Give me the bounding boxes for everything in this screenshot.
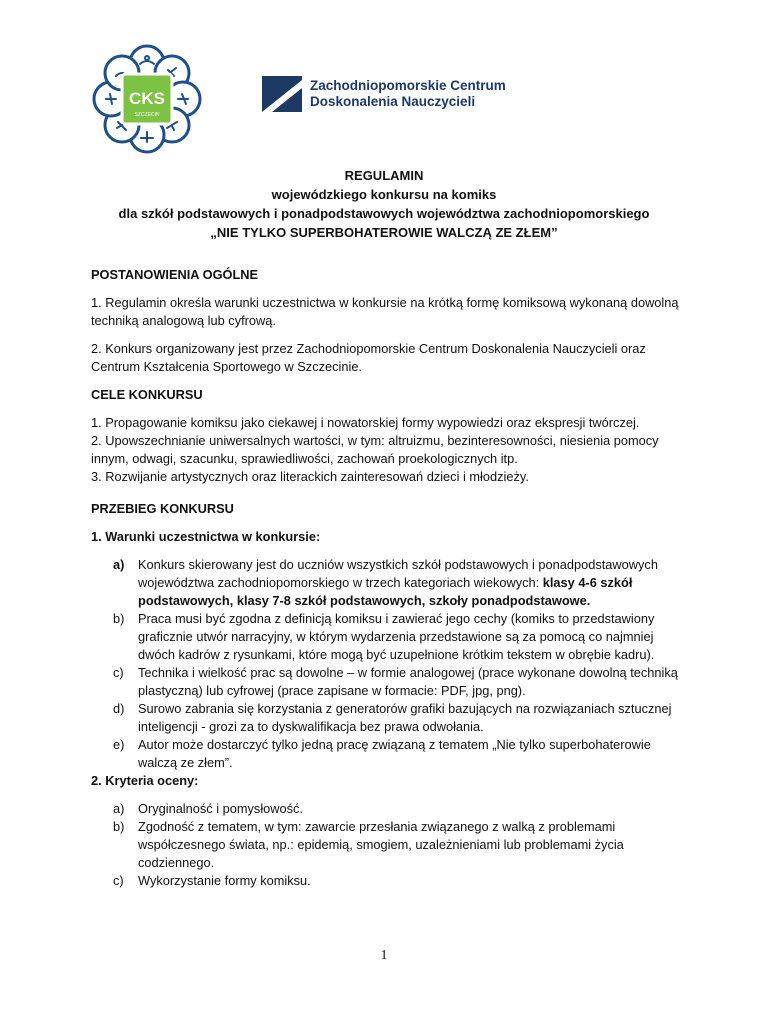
list-item	[91, 556, 681, 610]
list-item-text: Wykorzystanie formy komiksu.	[138, 873, 311, 888]
subsection-heading-criteria: 2. Kryteria oceny:	[91, 773, 199, 788]
zcdn-name	[310, 78, 506, 110]
list-item	[91, 818, 681, 872]
list-item	[91, 610, 681, 664]
list-item	[91, 700, 681, 736]
list-item	[91, 872, 681, 890]
zcdn-logo	[262, 76, 506, 112]
list-marker: e)	[113, 737, 125, 752]
list-marker: b)	[113, 611, 125, 626]
zcdn-name-line1: Zachodniopomorskie Centrum	[310, 78, 506, 93]
list-item-text: Konkurs skierowany jest do uczniów wszystkich szkół podstawowych i ponadpodstawowych województwa zachodniopomorskiego w trzech kategoriach wiekowych:	[138, 557, 658, 590]
general-paragraph-2: 2. Konkurs organizowany jest przez Zachodniopomorskie Centrum Doskonalenia Nauczycieli oraz Centrum Kształcenia Sportowego w Szczecinie.	[91, 341, 646, 374]
list-marker: c)	[113, 665, 124, 680]
list-marker: c)	[113, 873, 124, 888]
page-number: 1	[380, 948, 388, 963]
cks-logo	[92, 44, 202, 154]
general-paragraph-1: 1. Regulamin określa warunki uczestnictwa w konkursie na krótką formę komiksową wykonaną dowolną techniką analogową lub cyfrową.	[91, 295, 679, 328]
subsection-heading-participation: 1. Warunki uczestnictwa w konkursie:	[91, 529, 321, 544]
zcdn-name-line2: Doskonalenia Nauczycieli	[310, 94, 476, 109]
list-item-text: Oryginalność i pomysłowość.	[138, 801, 303, 816]
list-item-text: Autor może dostarczyć tylko jedną pracę związaną z tematem „Nie tylko superbohaterowie walczą ze złem”.	[138, 737, 651, 770]
list-item	[91, 736, 681, 772]
svg-text:CKS: CKS	[129, 89, 165, 108]
participation-list	[91, 556, 681, 772]
goal-item-1: 1. Propagowanie komiksu jako ciekawej i nowatorskiej formy wypowiedzi oraz ekspresji twórczej.	[91, 415, 640, 430]
title-line1: REGULAMIN	[344, 168, 424, 183]
list-marker: d)	[113, 701, 125, 716]
list-item-text: Surowo zabrania się korzystania z generatorów grafiki bazujących na rozwiązaniach sztucznej inteligencji - grozi za to dyskwalifikacja bez prawa odwołania.	[138, 701, 672, 734]
title-line3: dla szkół podstawowych i ponadpodstawowych województwa zachodniopomorskiego	[118, 206, 650, 221]
section-heading-general: POSTANOWIENIA OGÓLNE	[91, 267, 259, 282]
list-item	[91, 664, 681, 700]
age-categories: klasy 4-6 szkół podstawowych, klasy 7-8 szkół podstawowych, szkoły ponadpodstawowe.	[138, 575, 633, 608]
goal-item-2: 2. Upowszechnianie uniwersalnych wartości, w tym: altruizmu, bezinteresowności, niesienia pomocy innym, odwagi, szacunku, sprawiedliwości, zachowań proekologicznych itp.	[91, 433, 659, 466]
document-body	[91, 266, 681, 890]
goal-item-3: 3. Rozwijanie artystycznych oraz literackich zainteresowań dzieci i młodzieży.	[91, 469, 529, 484]
title-line4: „NIE TYLKO SUPERBOHATEROWIE WALCZĄ ZE ZŁEM”	[210, 225, 558, 240]
section-heading-process: PRZEBIEG KONKURSU	[91, 501, 234, 516]
criteria-list	[91, 800, 681, 890]
svg-text:SZCZECIN: SZCZECIN	[134, 112, 160, 118]
list-item	[91, 800, 681, 818]
title-line2: wojewódzkiego konkursu na komiks	[271, 187, 497, 202]
zcdn-mark-icon	[262, 76, 302, 112]
list-marker: a)	[113, 801, 125, 816]
list-marker: b)	[113, 819, 125, 834]
list-item-text: Technika i wielkość prac są dowolne – w formie analogowej (prace wykonane dowolną techniką plastyczną) lub cyfrowej (prace zapisane w formacie: PDF, jpg, png).	[138, 665, 678, 698]
section-heading-goals: CELE KONKURSU	[91, 387, 203, 402]
list-item-text: Zgodność z tematem, w tym: zawarcie przesłania związanego z walką z problemami współczesnego świata, np.: epidemią, smogiem, uzależnieniami lub problemami życia codziennego.	[138, 819, 624, 870]
document-title	[0, 166, 768, 242]
list-item-text: Praca musi być zgodna z definicją komiksu i zawierać jego cechy (komiks to przedstawiony graficznie utwór narracyjny, w którym wydarzenia przedstawione są za pomocą co najmniej dwóch kadrów z rysunkami, które mogą być uzupełnione krótkim tekstem w obrębie kadru).	[138, 611, 655, 662]
list-marker: a)	[113, 557, 125, 572]
